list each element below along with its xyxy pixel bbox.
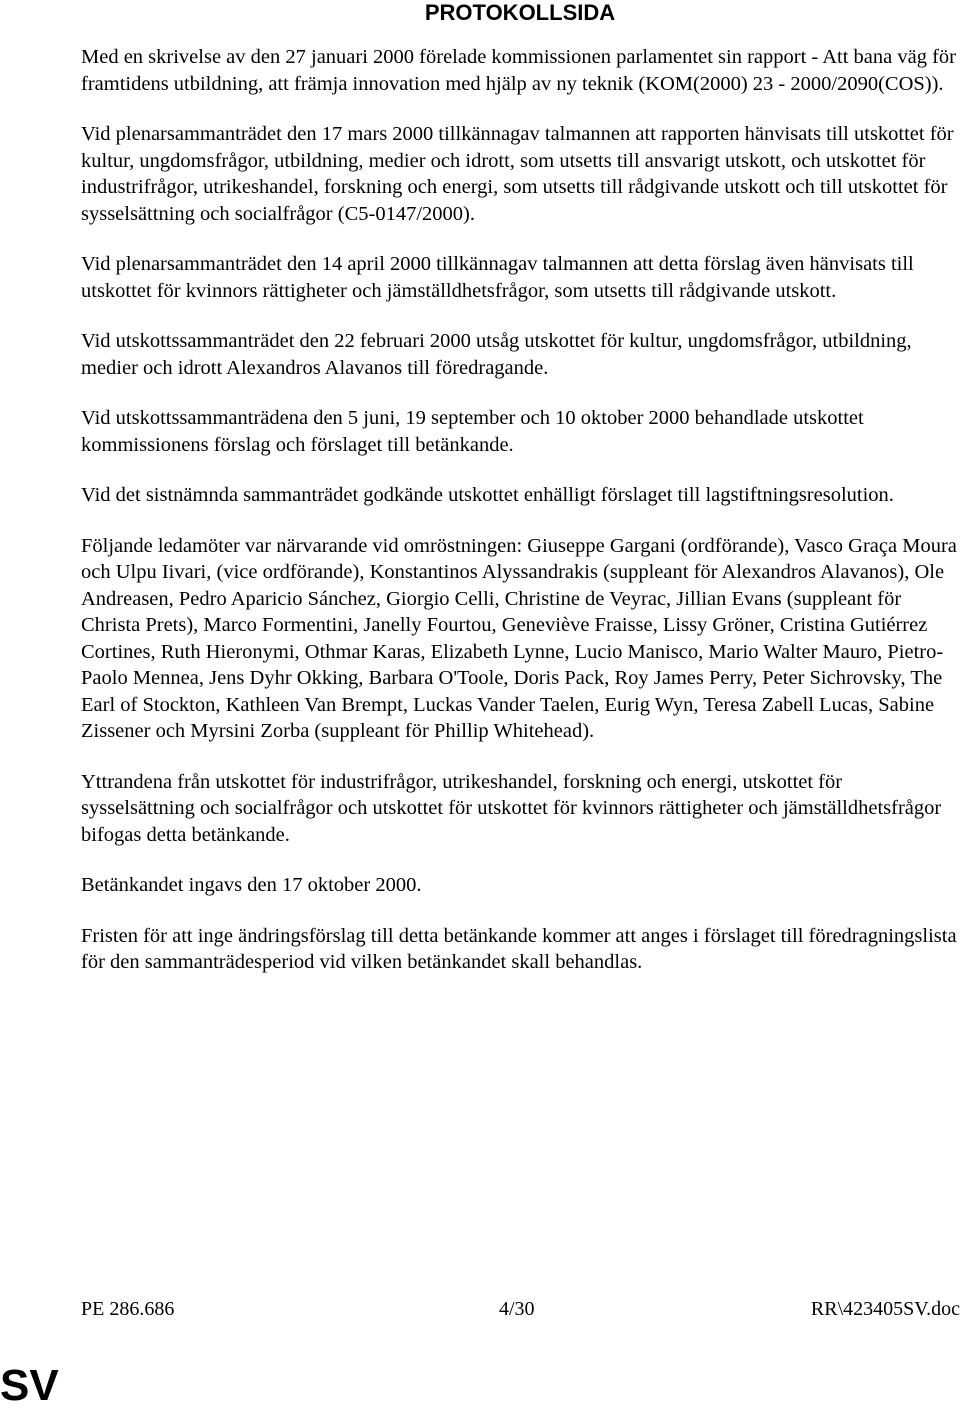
page-title: PROTOKOLLSIDA: [424, 0, 616, 25]
footer-filename: RR\423405SV.doc: [810, 1298, 960, 1320]
paragraph-rapporteur: Vid utskottssammanträdet den 22 februari 2000 utsåg utskottet för kultur, ungdomsfrågor, utbildning, medier och idrott Alexandros Alavanos till föredragande.: [81, 330, 912, 379]
paragraph-deadline: Fristen för att inge ändringsförslag till detta betänkande kommer att anges i förslaget till föredragningslista för den sammanträdesperiod vid vilken betänkandet skall behandlas.: [81, 924, 957, 973]
page-footer: [81, 1296, 960, 1322]
footer-document-ref: PE 286.686: [81, 1298, 175, 1320]
paragraph-meetings: Vid utskottssammanträdena den 5 juni, 19 september och 10 oktober 2000 behandlade utskottet kommissionens förslag och förslaget till betänkande.: [81, 407, 864, 456]
footer-page-number: 4/30: [499, 1298, 535, 1320]
paragraph-plenary-april: Vid plenarsammanträdet den 14 april 2000 tillkännagav talmannen att detta förslag även hänvisats till utskottet för kvinnors rättigheter och jämställdhetsfrågor, som utsetts till rådgivande utskott.: [81, 253, 914, 302]
paragraph-adoption: Vid det sistnämnda sammanträdet godkände utskottet enhälligt förslaget till lagstiftningsresolution.: [81, 484, 894, 506]
paragraph-members-present: Följande ledamöter var närvarande vid omröstningen: Giuseppe Gargani (ordförande), Vasco Graça Moura och Ulpu Iivari, (vice ordförande), Konstantinos Alyssandrakis (suppleant för Alexandros Alavanos), Ole Andreasen, Pedro Aparicio Sánchez, Giorgio Celli, Christine de Veyrac, Jillian Evans (suppleant för Christa Prets), Marco Formentini, Janelly Fourtou, Geneviève Fraisse, Lissy Gröner, Cristina Gutiérrez Cortines, Ruth Hieronymi, Othmar Karas, Elizabeth Lynne, Lucio Manisco, Mario Walter Mauro, Pietro-Paolo Mennea, Jens Dyhr Okking, Barbara O'Toole, Doris Pack, Roy James Perry, Peter Sichrovsky, The Earl of Stockton, Kathleen Van Brempt, Luckas Vander Taelen, Eurig Wyn, Teresa Zabell Lucas, Sabine Zissener och Myrsini Zorba (suppleant för Phillip Whitehead).: [81, 534, 957, 742]
document-body: [81, 44, 960, 1000]
language-code: SV: [0, 1361, 59, 1410]
paragraph-referral: Med en skrivelse av den 27 januari 2000 förelade kommissionen parlamentet sin rapport - Att bana väg för framtidens utbildning, att främja innovation med hjälp av ny teknik (KOM(2000) 23 - 2000/2090(COS)).: [81, 46, 956, 95]
paragraph-tabled: Betänkandet ingavs den 17 oktober 2000.: [81, 874, 422, 896]
paragraph-opinions: Yttrandena från utskottet för industrifrågor, utrikeshandel, forskning och energi, utskottet för sysselsättning och socialfrågor och utskottet för utskottet för kvinnors rättigheter och jämställdhetsfrågor bifogas detta betänkande.: [81, 770, 942, 846]
paragraph-plenary-march: Vid plenarsammanträdet den 17 mars 2000 tillkännagav talmannen att rapporten hänvisats till utskottet för kultur, ungdomsfrågor, utbildning, medier och idrott, som utsetts till ansvarigt utskott, och utskottet för industrifrågor, utrikeshandel, forskning och energi, som utsetts till rådgivande utskott och till utskottet för sysselsättning och socialfrågor (C5-0147/2000).: [81, 123, 954, 225]
